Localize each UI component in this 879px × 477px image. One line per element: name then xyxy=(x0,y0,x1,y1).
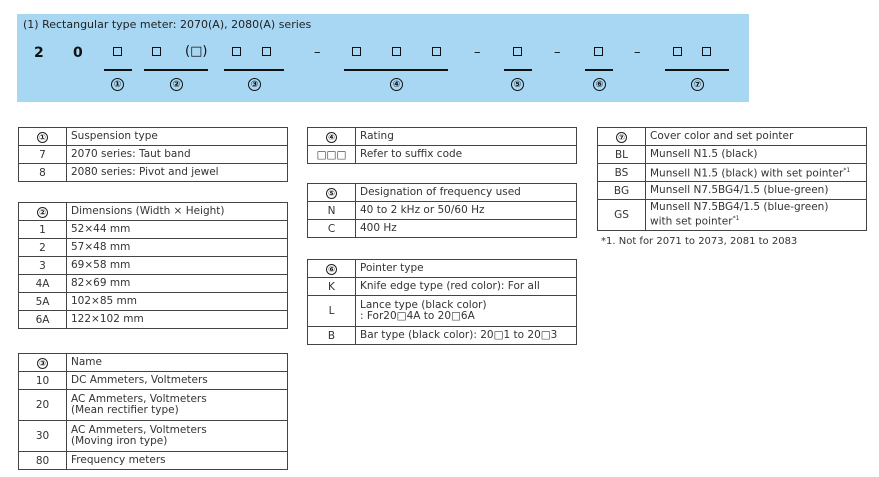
row-value: Refer to suffix code xyxy=(356,146,577,164)
marker-4: ④ xyxy=(390,78,403,91)
suspension-type-table xyxy=(18,127,288,182)
code-digit-0: 0 xyxy=(73,45,83,61)
code-dash: – xyxy=(314,45,321,60)
table-row xyxy=(19,452,288,470)
row-value: Munsell N1.5 (black) xyxy=(646,146,867,164)
row-value: DC Ammeters, Voltmeters xyxy=(67,372,288,390)
marker-3: ③ xyxy=(248,78,261,91)
row-key: K xyxy=(308,278,356,296)
header-label: Pointer type xyxy=(356,260,577,278)
pointer-type-table xyxy=(307,259,577,345)
header-key: ④ xyxy=(308,128,356,146)
underline-6 xyxy=(585,69,613,71)
row-value: 102×85 mm xyxy=(67,293,288,311)
row-value: 40 to 2 kHz or 50/60 Hz xyxy=(356,202,577,220)
row-value: 400 Hz xyxy=(356,220,577,238)
row-key: BL xyxy=(598,146,646,164)
row-value: Munsell N7.5BG4/1.5 (blue-green) with set pointer$^{*1}$ xyxy=(646,200,867,231)
row-value: 122×102 mm xyxy=(67,311,288,329)
header-label: Suspension type xyxy=(67,128,288,146)
model-code-banner xyxy=(17,14,749,102)
table-header-row xyxy=(308,128,577,146)
table-row xyxy=(598,146,867,164)
table-row xyxy=(19,257,288,275)
table-row xyxy=(19,275,288,293)
row-key: 7 xyxy=(19,146,67,164)
rating-table xyxy=(307,127,577,164)
code-optional-box: (□) xyxy=(185,44,208,59)
row-key: □□□ xyxy=(308,146,356,164)
code-box xyxy=(513,47,522,56)
row-value: Lance type (black color) : For20□4A to 20□6A xyxy=(356,296,577,327)
row-key: 3 xyxy=(19,257,67,275)
frequency-table xyxy=(307,183,577,238)
banner-title: (1) Rectangular type meter: 2070(A), 2080(A) series xyxy=(23,18,312,31)
code-box xyxy=(113,47,122,56)
row-value: 52×44 mm xyxy=(67,221,288,239)
table-row xyxy=(308,146,577,164)
row-value: 2080 series: Pivot and jewel xyxy=(67,164,288,182)
underline-4 xyxy=(344,69,448,71)
row-key: 8 xyxy=(19,164,67,182)
row-key: 4A xyxy=(19,275,67,293)
header-key: ⑤ xyxy=(308,184,356,202)
row-key: BS xyxy=(598,164,646,182)
row-key: 2 xyxy=(19,239,67,257)
row-key: B xyxy=(308,327,356,345)
row-value: Knife edge type (red color): For all xyxy=(356,278,577,296)
row-value: 69×58 mm xyxy=(67,257,288,275)
cover-color-table xyxy=(597,127,867,231)
row-key: 1 xyxy=(19,221,67,239)
row-value: AC Ammeters, Voltmeters (Moving iron type) xyxy=(67,421,288,452)
header-label: Cover color and set pointer xyxy=(646,128,867,146)
header-key: ⑥ xyxy=(308,260,356,278)
table-header-row xyxy=(308,260,577,278)
table-row xyxy=(19,221,288,239)
table-header-row xyxy=(19,354,288,372)
table-row xyxy=(308,278,577,296)
code-box xyxy=(262,47,271,56)
row-key: 10 xyxy=(19,372,67,390)
table-header-row xyxy=(19,203,288,221)
header-key: ① xyxy=(19,128,67,146)
dimensions-table xyxy=(18,202,288,329)
table-header-row xyxy=(19,128,288,146)
code-box xyxy=(594,47,603,56)
code-digit-2: 2 xyxy=(34,45,44,61)
table-row xyxy=(598,182,867,200)
row-value: AC Ammeters, Voltmeters (Mean rectifier type) xyxy=(67,390,288,421)
underline-7 xyxy=(665,69,729,71)
table-row xyxy=(308,296,577,327)
table-header-row xyxy=(308,184,577,202)
header-key: ③ xyxy=(19,354,67,372)
row-key: 80 xyxy=(19,452,67,470)
code-box xyxy=(232,47,241,56)
header-label: Name xyxy=(67,354,288,372)
table-row xyxy=(19,311,288,329)
header-label: Dimensions (Width × Height) xyxy=(67,203,288,221)
name-table xyxy=(18,353,288,470)
table-row xyxy=(19,372,288,390)
footnote-ref: *1 xyxy=(732,215,740,223)
table-row xyxy=(308,327,577,345)
table-row xyxy=(19,164,288,182)
row-key: BG xyxy=(598,182,646,200)
code-dash: – xyxy=(554,45,561,60)
code-box xyxy=(352,47,361,56)
code-dash: – xyxy=(474,45,481,60)
row-value: Munsell N7.5BG4/1.5 (blue-green) xyxy=(646,182,867,200)
marker-2: ② xyxy=(170,78,183,91)
table-row xyxy=(308,202,577,220)
footnote-ref: *1 xyxy=(843,167,851,175)
row-value: 57×48 mm xyxy=(67,239,288,257)
underline-5 xyxy=(504,69,532,71)
header-label: Rating xyxy=(356,128,577,146)
code-box xyxy=(673,47,682,56)
marker-1: ① xyxy=(111,78,124,91)
table-row xyxy=(598,164,867,182)
code-box xyxy=(392,47,401,56)
row-key: 30 xyxy=(19,421,67,452)
underline-1 xyxy=(104,69,132,71)
row-value: Bar type (black color): 20□1 to 20□3 xyxy=(356,327,577,345)
underline-2 xyxy=(144,69,208,71)
footnote: *1. Not for 2071 to 2073, 2081 to 2083 xyxy=(601,236,798,247)
code-box xyxy=(702,47,711,56)
row-value: Munsell N1.5 (black) with set pointer$^{*1}$ xyxy=(646,164,867,182)
marker-7: ⑦ xyxy=(691,78,704,91)
table-row xyxy=(308,220,577,238)
row-value: 2070 series: Taut band xyxy=(67,146,288,164)
header-label: Designation of frequency used xyxy=(356,184,577,202)
table-row xyxy=(19,146,288,164)
table-row xyxy=(19,421,288,452)
underline-3 xyxy=(224,69,284,71)
row-key: L xyxy=(308,296,356,327)
table-row xyxy=(19,390,288,421)
row-key: C xyxy=(308,220,356,238)
row-key: 20 xyxy=(19,390,67,421)
row-value: Frequency meters xyxy=(67,452,288,470)
row-key: 5A xyxy=(19,293,67,311)
table-row xyxy=(19,293,288,311)
marker-5: ⑤ xyxy=(511,78,524,91)
row-key: N xyxy=(308,202,356,220)
table-row xyxy=(598,200,867,231)
code-box xyxy=(432,47,441,56)
code-box xyxy=(152,47,161,56)
row-value: 82×69 mm xyxy=(67,275,288,293)
code-dash: – xyxy=(634,45,641,60)
table-row xyxy=(19,239,288,257)
header-key: ② xyxy=(19,203,67,221)
marker-6: ⑥ xyxy=(593,78,606,91)
row-key: GS xyxy=(598,200,646,231)
header-key: ⑦ xyxy=(598,128,646,146)
table-header-row xyxy=(598,128,867,146)
row-key: 6A xyxy=(19,311,67,329)
